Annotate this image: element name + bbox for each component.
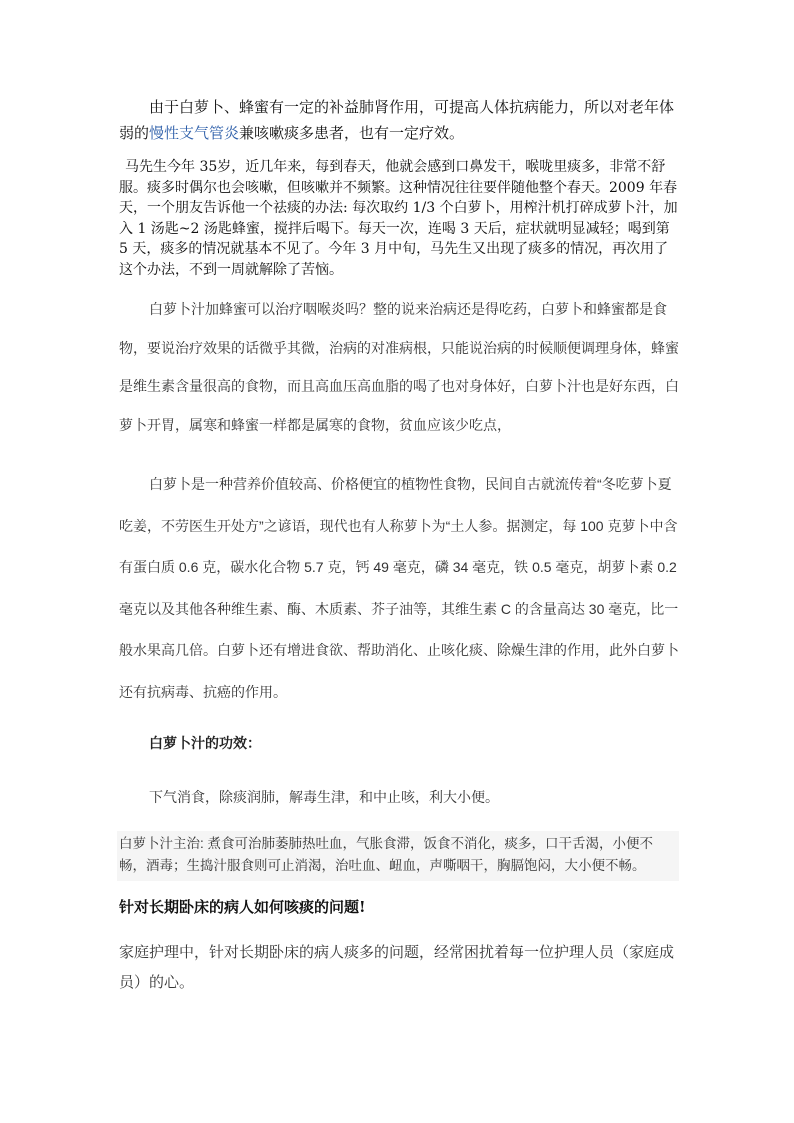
bedridden-paragraph: 家庭护理中，针对长期卧床的病人痰多的问题，经常困扰着每一位护理人员（家庭成员）的心。 [119, 943, 675, 991]
intro-text-before: 由于白萝卜、蜂蜜有一定的补益肺肾作用，可提高人体抗病能力，所以对老年体弱的 [119, 98, 675, 142]
intro-paragraph [119, 94, 679, 146]
bronchitis-link[interactable]: 慢性支气管炎 [149, 124, 240, 142]
pharyngitis-paragraph: 白萝卜汁加蜂蜜可以治疗咽喉炎吗？整的说来治病还是得吃药，白萝卜和蜂蜜都是食物，要说治疗效果的话微乎其微，治病的对准病根，只能说治病的时候顺便调理身体，蜂蜜是维生素含量很高的食物，而且高血压高血脂的喝了也对身体好，白萝卜汁也是好东西，白萝卜开胃，属寒和蜂蜜一样都是属寒的食物，贫血应该少吃点， [119, 301, 679, 433]
efficacy-paragraph: 下气消食，除痰润肺，解毒生津，和中止咳，利大小便。 [149, 789, 499, 805]
bedridden-heading: 针对长期卧床的病人如何咳痰的问题! [119, 898, 366, 916]
nutrition-paragraph: 白萝卜是一种营养价值较高、价格便宜的植物性食物，民间自古就流传着“冬吃萝卜夏吃姜，不劳医生开处方”之谚语，现代也有人称萝卜为“土人参。据测定，每 100 克萝卜中含有蛋白质 0.6 克，碳水化合物 5.7 克，钙 49 毫克，磷 34 毫克，铁 0.5 毫克，胡萝卜素 0.2 毫克以及其他各种维生素、酶、木质素、芥子油等，其维生素 C 的含量高达 30 毫克，比一般水果高几倍。白萝卜还有增进食欲、帮助消化、止咳化痰、除燥生津的作用，此外白萝卜还有抗病毒、抗癌的作用。 [119, 476, 679, 700]
indications-paragraph: 白萝卜汁主治: 煮食可治肺萎肺热吐血，气胀食滞，饭食不消化，痰多，口干舌渴，小便不畅，酒毒；生捣汁服食则可止消渴，治吐血、衄血，声嘶咽干，胸膈饱闷，大小便不畅。 [117, 831, 679, 881]
efficacy-heading: 白萝卜汁的功效： [149, 735, 261, 751]
intro-text-after: 兼咳嗽痰多患者，也有一定疗效。 [239, 124, 465, 142]
case-story-paragraph: 马先生今年 35岁，近几年来，每到春天，他就会感到口鼻发干，喉咙里痰多，非常不舒服。痰多时偶尔也会咳嗽，但咳嗽并不频繁。这种情况往往要伴随他整个春天。2009 年春天，一个朋友告诉他一个祛痰的办法: 每次取约 1/3 个白萝卜，用榨汁机打碎成萝卜汁，加入 1 汤匙~2 汤匙蜂蜜，搅拌后喝下。每天一次，连喝 3 天后，症状就明显减轻；喝到第 5 天，痰多的情况就基本不见了。今年 3 月中旬，马先生又出现了痰多的情况，再次用了这个办法，不到一周就解除了苦恼。 [119, 159, 678, 278]
